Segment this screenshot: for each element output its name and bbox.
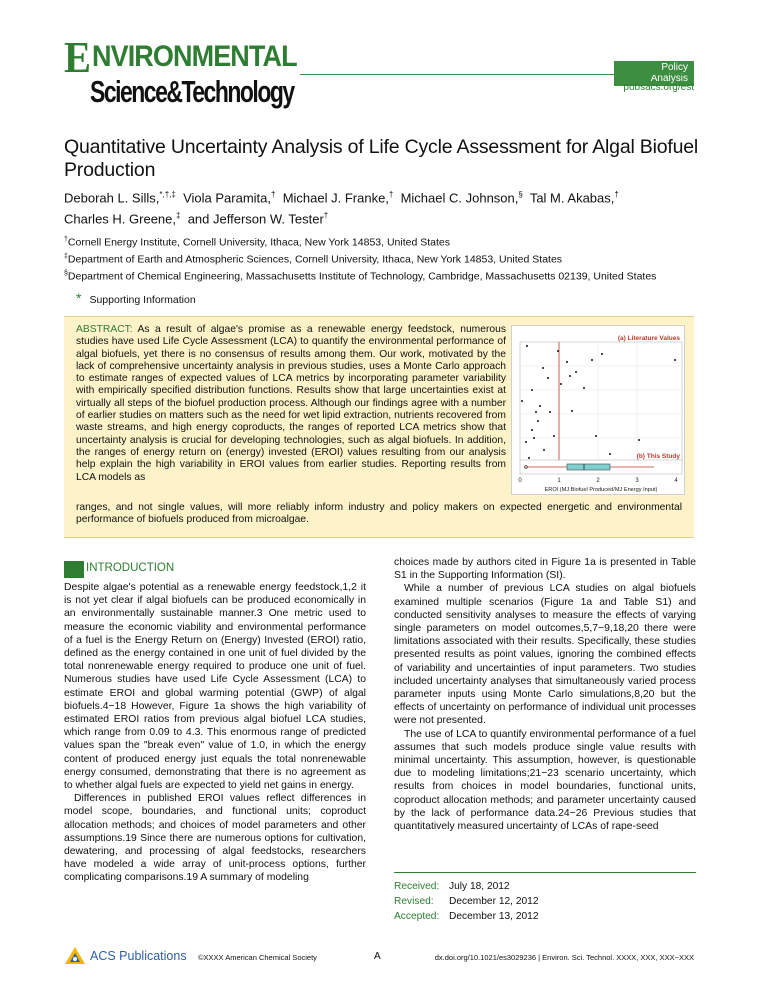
tick-label: 3 xyxy=(635,478,639,484)
logo-line-science-technology: Science&Technology xyxy=(90,74,294,109)
author-affil-mark: *,†,‡ xyxy=(159,190,176,199)
date-row xyxy=(394,879,696,894)
date-label: Accepted: xyxy=(394,911,440,922)
article-title: Quantitative Uncertainty Analysis of Life Cycle Assessment for Algal Biofuel Production xyxy=(64,136,699,181)
affiliation-mark: † xyxy=(64,236,68,243)
author-affil-mark: § xyxy=(518,190,523,199)
panel-b-label: (b) This Study xyxy=(636,453,680,460)
author-affil-mark: † xyxy=(271,190,276,199)
abstract-text xyxy=(76,324,506,484)
heading-square-icon xyxy=(64,561,84,578)
affiliation-text: Department of Chemical Engineering, Massachusetts Institute of Technology, Cambridge, Massachusetts 02139, United States xyxy=(67,270,657,283)
section-badge: Policy Analysis xyxy=(614,61,694,86)
acs-logo-icon xyxy=(64,946,86,968)
body-paragraph: choices made by authors cited in Figure 1a is presented in Table S1 in the Supporting Information (SI). xyxy=(394,557,696,582)
date-value: December 13, 2012 xyxy=(449,911,539,922)
date-label: Received: xyxy=(394,881,440,892)
author-name[interactable]: Viola Paramita, xyxy=(183,190,272,206)
body-paragraph: Differences in published EROI values reflect differences in model scope, boundaries, and functional units; coproduct allocation methods; and choices of model parameters and other assumptions.19 Since there are numerous options for cultivation, dewatering, and processing of algal feedstocks, researchers have modeled a wide array of unit-process options, further complicating comparisons.19 A summary of modeling xyxy=(64,793,366,884)
affiliation xyxy=(64,267,656,284)
abstract-body: As a result of algae's promise as a renewable energy feedstock, numerous studies have used Life Cycle Assessment (LCA) to quantify the environmental performance of algal biofuels, yet there is no consensus of results among them. Our work, motivated by the lack of comprehensive uncertainty analysis in previous studies, uses a Monte Carlo approach to estimate ranges of expected values of LCA metrics by incorporating parameter variability with empirically specified distribution functions. Results show that large uncertainties exist at virtually all steps of the biofuel production process. Although our findings agree with a number of earlier studies on matters such as the need for wet lipid extraction, nutrients recovered from waste streams, and high energy coproducts, the ranges of reported LCA metrics show that uncertainty analysis is crucial for developing technologies, such as algal biofuels. In addition, the ranges of energy return on (energy) invested (EROI) values resulting from our analysis help explain the high variability in EROI values from earlier studies. Reporting results from LCA models as xyxy=(76,324,507,483)
abstract-body-tail: ranges, and not single values, will more reliably inform industry and policy makers on expected energetic and environmental performance of biofuels produced from microalgae. xyxy=(76,502,682,526)
section-heading-label: INTRODUCTION xyxy=(86,562,175,575)
article-dates xyxy=(394,872,696,924)
toc-chart-svg xyxy=(512,326,686,496)
page-number: A xyxy=(374,951,381,962)
date-label: Revised: xyxy=(394,896,434,907)
boxplot-box xyxy=(567,464,610,470)
date-value: December 12, 2012 xyxy=(449,896,539,907)
body-paragraph: The use of LCA to quantify environmental performance of a fuel assumes that such models produce single value results with minimal uncertainty. This assumption, however, is questionable due to modeling limitations;21−23 scenario uncertainty, which results from choices in model boundaries, functional units, coproduct allocation methods; and parameter uncertainty caused by the lack of performance data.24−26 Previous studies that quantitatively measured uncertainty of LCAs of rape-seed xyxy=(394,728,696,833)
body-paragraph: Despite algae's potential as a renewable energy feedstock,1,2 it is not yet clear if algal biofuels can be produced economically in an environmentally sustainable manner.3 One metric used to measure the economic viability and environmental performance of a fuel is the Energy Return on (Energy) Invested (EROI) ratio, defined as the energy contained in one unit of fuel divided by the total nonrenewable energy required to produce one unit of fuel. Numerous studies have used Life Cycle Assessment (LCA) to estimate EROI and global warming potential (GWP) of algal biofuels.4−18 However, Figure 1a shows the high variability of estimated EROI ratios from previous algal biofuel LCA studies, which range from 0.09 to 4.3. This enormous range of predicted values span the "break even" value of 1.0, in which the energy content of produced energy just equals the total nonrenewable energy consumed, demonstrating that there is no agreement as to whether algal fuels are expected to yield net gains in energy. xyxy=(64,582,366,792)
x-axis-label: EROI (MJ Biofuel Produced/MJ Energy Input) xyxy=(544,487,658,493)
logo-big-letter: E xyxy=(64,33,91,82)
date-row xyxy=(394,894,696,909)
tick-label: 0 xyxy=(518,478,522,484)
author-name[interactable]: Michael J. Franke, xyxy=(282,190,389,206)
asterisk-icon: * xyxy=(76,290,82,306)
author-list xyxy=(64,186,704,229)
author-name[interactable]: Deborah L. Sills, xyxy=(64,190,160,206)
author-name[interactable]: Charles H. Greene, xyxy=(64,211,176,227)
author-affil-mark: ‡ xyxy=(176,211,181,221)
date-row xyxy=(394,909,696,924)
panel-a-label: (a) Literature Values xyxy=(617,335,680,342)
affiliation xyxy=(64,233,450,250)
abstract-label: ABSTRACT: xyxy=(76,324,133,335)
tick-label: 1 xyxy=(557,478,561,484)
author-affil-mark: † xyxy=(614,190,619,199)
body-column-left xyxy=(64,560,366,885)
affiliation-mark: § xyxy=(64,270,68,277)
author-affil-mark: † xyxy=(323,211,329,221)
supporting-information-link[interactable] xyxy=(76,290,196,306)
journal-url-link[interactable]: pubsacs.org/est xyxy=(623,82,694,93)
panel-a-frame xyxy=(520,342,682,462)
date-value: July 18, 2012 xyxy=(449,881,510,892)
affiliation-mark: ‡ xyxy=(64,253,68,260)
body-column-right xyxy=(394,556,696,833)
section-heading xyxy=(64,560,366,578)
author-name[interactable]: Michael C. Johnson, xyxy=(400,190,519,206)
toc-graphic xyxy=(511,325,685,495)
abstract-box xyxy=(64,316,694,538)
journal-logo xyxy=(64,33,297,122)
affiliation-text: Cornell Energy Institute, Cornell University, Ithaca, New York 14853, United States xyxy=(67,236,450,249)
logo-line-environmental: NVIRONMENTAL xyxy=(92,40,297,73)
supporting-information-label: Supporting Information xyxy=(89,294,196,306)
page-footer xyxy=(64,944,694,970)
author-name[interactable]: Tal M. Akabas, xyxy=(529,190,615,206)
affiliation xyxy=(64,250,562,267)
doi-link[interactable]: dx.doi.org/10.1021/es3029236 | Environ. Sci. Technol. XXXX, XXX, XXX−XXX xyxy=(434,953,694,962)
author-affil-mark: † xyxy=(388,190,394,199)
copyright-notice: ©XXXX American Chemical Society xyxy=(198,953,317,962)
body-paragraph: While a number of previous LCA studies on algal biofuels examined multiple scenarios (Figure 1a and Table S1) and conducted sensitivity analyses to measure the effects of varying single parameters on model outcomes,5,7−9,18,20 there were limitations associated with their results. Specifically, these studies presented results as point values, ignoring the combined effects of variability and uncertainties of input parameters. Two studies included uncertainty analyses that simultaneously varied process parameter inputs using Monte Carlo simulations,8,20 but the effects of uncertainty on performance of individual unit processes were not presented. xyxy=(394,583,696,727)
tick-label: 4 xyxy=(674,478,678,484)
publisher-name: ACS Publications xyxy=(90,949,187,963)
author-name[interactable]: and Jefferson W. Tester xyxy=(187,211,324,227)
affiliation-text: Department of Earth and Atmospheric Sciences, Cornell University, Ithaca, New York 14853, United States xyxy=(67,253,563,266)
tick-label: 2 xyxy=(596,478,600,484)
header-rule xyxy=(300,74,694,75)
